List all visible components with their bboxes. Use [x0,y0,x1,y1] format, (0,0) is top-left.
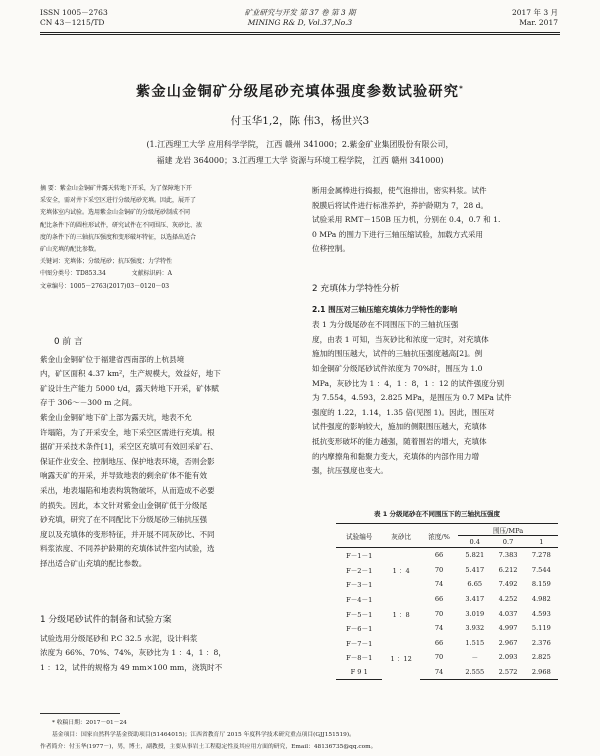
body-line: 强度的 1.22，1.14，1.35 倍(见图 1)。因此，围压对 [312,407,495,417]
cell-strength-1: 5.119 [531,624,551,633]
cell-concentration: 66 [434,595,444,604]
body-line: 试验选用分级尾砂和 P.C 32.5 水泥，设计料浆 [40,633,198,643]
paper-title [0,81,600,101]
abstract-line: 矿山充填的配比参数。 [40,246,101,254]
header-concentration: 浓度/% [420,524,458,548]
body-line: 内，矿区面积 4.37 km²，生产规模大，效益好，地下 [40,369,221,379]
section-1 [40,613,298,675]
cell-concentration: 74 [434,624,444,633]
cell-concentration: 70 [434,565,444,574]
body-line: 抵抗变形破坏的能力越强，随着围岩的增大，充填体 [312,436,487,446]
cell-strength-1: 8.159 [531,580,551,589]
clc-number: 中图分类号：TD853.34 [40,270,106,278]
keywords: 关键词：充填体；分级尾砂；抗压强度；力学特性 [40,258,173,266]
title-footnote-mark: * [459,84,464,93]
table-row [336,548,558,563]
body-line: 1 ：12，试件的规格为 49 mm×100 mm，浇筑时不 [40,662,223,672]
body-line: 的损失。因此，本文针对紫金山金铜矿低于分级尾 [40,500,208,510]
cell-strength-0-4: 3.019 [465,609,485,618]
header-pressure-1: 1 [525,536,558,548]
body-line: 紫金山金铜矿地下矿上部为露天坑，地表不允 [40,412,192,422]
article-number: 文章编号：1005－2763(2017)03－0120－03 [40,282,170,290]
body-line: 择出适合矿山充填的配比参数。 [40,558,147,568]
body-line: 存于 306～－300 m 之间。 [40,398,137,408]
cell-strength-0-4: 5.417 [465,565,485,574]
body-line: 为 7.554，4.593，2.825 MPa，是围压为 0.7 MPa 试件 [312,393,512,403]
section-2 [312,282,562,479]
journal-name-en: MINING R& D, Vol.37,No.3 [247,18,353,27]
cell-strength-0-7: 4.252 [498,595,518,604]
body-line: 的内摩擦角和黏聚力变大，充填体的内部作用力增 [312,451,480,461]
cell-strength-0-4: 3.417 [465,595,485,604]
cell-ratio: 1 ：8 [392,610,410,619]
body-line: 断用金属棒进行捣振，使气泡排出，密实料浆。试件 [312,186,487,195]
abstract-line: 充填体室内试验。选用紫金山金铜矿的分级尾砂制成不同 [40,209,191,217]
table-row [336,665,558,680]
cell-test-id: F－7－1 [346,639,373,648]
cell-test-id: F－5－1 [346,610,373,619]
header-test-id: 试验编号 [336,524,382,548]
strength-table [336,523,558,680]
cell-concentration: 74 [434,580,444,589]
affiliation-line-2: 福建 龙岩 364000；3.江西理工大学 资源与环境工程学院， 江西 赣州 341000) [156,156,444,165]
cell-strength-0-7: 2.093 [498,653,518,662]
cell-strength-0-4: 1.515 [465,638,485,647]
body-line: 0 MPa 的围力下进行三轴压缩试验，加载方式采用 [312,229,484,239]
footnote-rule [40,713,120,714]
body-line: 度，由表 1 可知，当灰砂比和浓度一定时，对充填体 [312,334,489,344]
table-row [336,636,558,651]
cell-concentration: 66 [434,551,444,560]
cell-strength-0-4: 2.555 [458,665,491,680]
cell-test-id: F－1－1 [346,552,373,561]
cell-strength-0-7: 7.383 [498,551,518,560]
abstract-line: 采安全，需对井下采空区进行分级尾砂充填。因此，展开了 [40,197,197,205]
section-2-1-title: 2.1 围压对三轴压缩充填体力学特性的影响 [312,304,458,314]
body-line: 保证作业安全、控制地压、保护地表环境，否则会影 [40,456,215,466]
footnote-funding: 基金项目：国家自然科学基金资助项目(51464015)；江西省教育厅 2015 年度科学技术研究重点项目(GJJ151519)。 [52,732,355,738]
header-pressure-group: 围压/MPa [458,524,558,536]
journal-date-block [512,8,558,28]
body-line: 许塌陷，为了开采安全，地下采空区需进行充填。根 [40,427,215,437]
cell-strength-0-7: 2.967 [498,638,518,647]
issn: ISSN 1005－2763 [40,8,108,17]
header-pressure-0-7: 0.7 [491,536,524,548]
cell-strength-0-7: 7.492 [498,580,518,589]
cn-number: CN 43－1215/TD [40,18,105,27]
abstract-line: 配比条件下的圆柱形试件，研究试件在不同围压、灰砂比、浓 [40,221,203,229]
document-code: 文献标识码：A [131,270,172,278]
cell-concentration: 70 [434,653,444,662]
cell-ratio: 1 ：12 [390,654,412,663]
date-cn: 2017 年 3 月 [511,8,558,17]
body-line: MPa，灰砂比为 1 ：4，1 ：8，1 ：12 的试件强度分别 [312,378,505,388]
table-body [336,548,558,680]
footnote-author-bio: 作者简介：付玉华(1977－)，男，博士，副教授，主要从事岩土工程稳定性及其应用方面的研究，Email：48136735@qq.com。 [40,744,377,750]
body-line: 据矿开采技术条件[1]，采空区充填可有效回采矿石、 [40,442,218,452]
body-line: 施加的围压越大，试件的三轴抗压强度越高[2]。例 [312,349,483,359]
footnote-received-date: * 收稿日期：2017－01－24 [52,720,127,726]
cell-strength-0-4: － [471,654,479,663]
body-line: 度以及充填体的变形特征，并开展不同灰砂比、不同 [40,529,215,539]
abstract-block [40,183,298,293]
right-column-top [312,184,562,257]
cell-strength-1: 7.544 [531,565,551,574]
cell-strength-0-7: 6.212 [498,565,518,574]
body-line: 试件强度的影响较大，施加的侧限围压越大，充填体 [312,422,487,432]
cell-ratio: 1 ：4 [392,566,410,575]
authors: 付玉华1,2，陈 伟3，杨世兴3 [230,115,370,127]
section-0-title: 0 前 言 [54,337,83,347]
section-2-title: 2 充填体力学特性分析 [312,284,400,294]
table-row [336,577,558,592]
section-1-title: 1 分级尾砂试件的制备和试验方案 [40,615,172,625]
cell-strength-1: 2.968 [525,665,558,680]
cell-strength-0-7: 4.997 [498,624,518,633]
body-line: 强，抗压强度也变大。 [312,466,388,476]
cell-test-id: F－6－1 [346,625,373,634]
body-line: 脱膜后将试件进行标准养护，养护龄期为 7，28 d。 [312,200,489,210]
cell-test-id: F－2－1 [346,566,373,575]
body-line: 浓度为 66%、70%、74%，灰砂比为 1 ：4，1 ：8， [40,648,226,658]
header-ratio: 灰砂比 [382,524,419,548]
cell-test-id: F 9 1 [336,665,382,680]
body-line: 砂充填，研究了在不同配比下分级尾砂三轴抗压强 [40,515,208,525]
affiliation-line-1: (1.江西理工大学 应用科学学院， 江西 赣州 341000；2.紫金矿业集团股份有限公司， [146,140,454,149]
table-row [336,606,558,621]
header-rule [40,32,560,33]
body-line: 位移控制。 [312,244,350,254]
cell-concentration: 66 [434,638,444,647]
cell-concentration: 70 [434,609,444,618]
table-row [336,650,558,665]
cell-strength-0-4: 5.821 [465,551,485,560]
cell-strength-1: 2.376 [531,638,551,647]
table-caption: 表 1 分级尾砂在不同围压下的三轴抗压强度 [373,510,501,518]
abstract-line: 度的条件下的三轴抗压强度和变形破坏特征，以选择出适合 [40,233,197,241]
body-line: 采出，地表塌陷和地表构筑物破坏，从而造成不必要 [40,485,215,495]
header-rule-2 [40,34,560,35]
body-line: 矿设计生产能力 5000 t/d，露天转地下开采，矿体赋 [40,383,219,393]
cell-strength-1: 7.278 [531,551,551,560]
date-en: Mar. 2017 [519,18,558,27]
cell-strength-0-4: 3.932 [465,624,485,633]
cell-strength-0-7: 2.572 [491,665,524,680]
cell-test-id: F－8－1 [346,654,373,663]
table-row [336,621,558,636]
body-line: 如金铜矿分级尾砂试件浓度为 70%时，围压为 1.0 [312,363,483,373]
journal-name-cn: 矿业研究与开发 第 37 卷 第 3 期 [244,8,356,17]
cell-strength-1: 4.982 [531,595,551,604]
table-row [336,592,558,607]
body-line: 响露天矿的开采，并导致地表的剩余矿体不能有效 [40,471,208,481]
cell-strength-0-4: 6.65 [467,580,483,589]
paper-title-text: 紫金山金铜矿分级尾砂充填体强度参数试验研究 [135,84,460,100]
body-line: 表 1 为分级尾砂在不同围压下的三轴抗压强 [312,320,459,330]
cell-strength-1: 4.593 [531,609,551,618]
abstract-line: 摘 要：紫金山金铜矿井露天转地下开采，为了保障地下开 [40,185,192,192]
header-pressure-0-4: 0.4 [458,536,491,548]
cell-test-id: F－4－1 [346,596,373,605]
body-line: 试验采用 RMT－150B 压力机，分别在 0.4，0.7 和 1. [312,215,501,225]
cell-strength-0-7: 4.037 [498,609,518,618]
body-line: 紫金山金铜矿位于福建省西南部的上杭县境 [40,354,185,364]
journal-name-block [0,8,600,28]
body-line: 料浆浓度、不同养护龄期的充填体试件室内试验，选 [40,544,215,554]
cell-test-id: F－3－1 [346,581,373,590]
cell-strength-1: 2.825 [531,653,551,662]
cell-concentration: 74 [420,665,458,680]
section-0 [40,335,298,572]
classification-line [40,268,298,280]
table-row [336,563,558,578]
